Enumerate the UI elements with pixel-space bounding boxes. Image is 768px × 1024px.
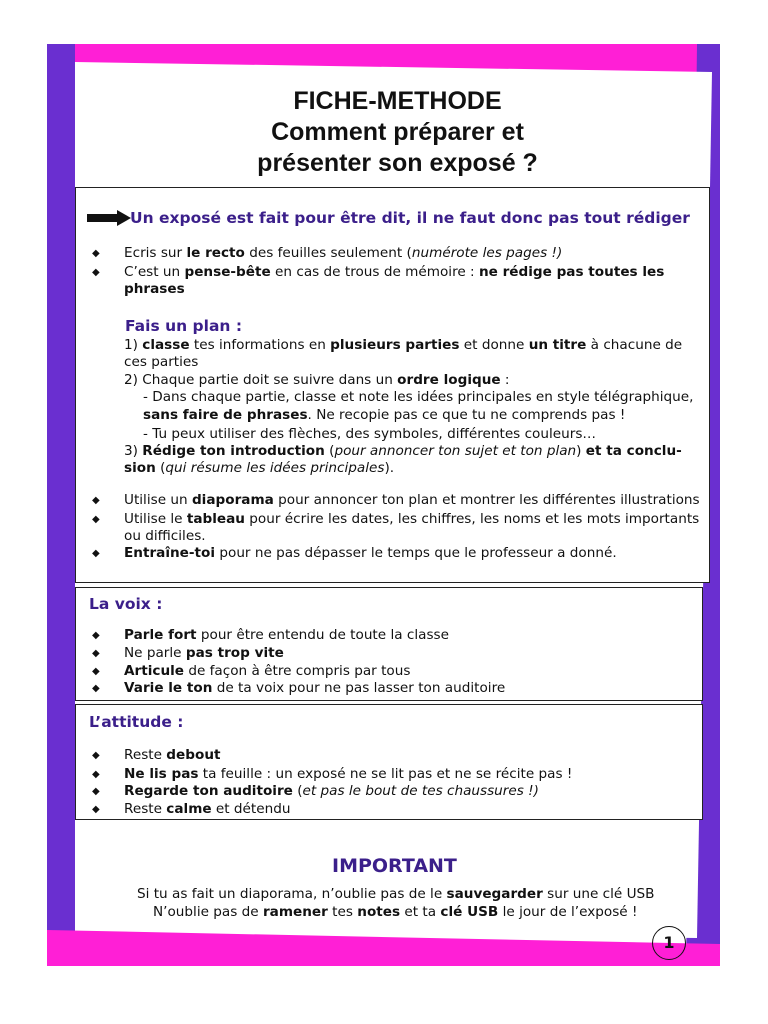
bullet-icon: ◆	[92, 548, 100, 559]
list-item: Utilise un diaporama pour annoncer ton plan et montrer les différentes illustrations	[124, 492, 700, 508]
section-headline: Un exposé est fait pour être dit, il ne faut donc pas tout rédiger	[130, 209, 690, 227]
plan-line: 3) Rédige ton introduction (pour annoncer ton sujet et ton plan) et ta conclu-	[124, 443, 682, 459]
page-title	[120, 86, 675, 179]
bullet-icon: ◆	[92, 666, 100, 677]
list-item: Reste debout	[124, 747, 221, 763]
list-item-continuation: ou difficiles.	[124, 528, 206, 544]
plan-line: 2) Chaque partie doit se suivre dans un ordre logique :	[124, 372, 510, 388]
bullet-icon: ◆	[92, 648, 100, 659]
list-item: Parle fort pour être entendu de toute la classe	[124, 627, 449, 643]
list-item-continuation: phrases	[124, 281, 185, 297]
attitude-heading: L’attitude :	[89, 713, 184, 731]
plan-line: ces parties	[124, 354, 199, 370]
attitude-section-box	[75, 704, 703, 820]
voice-heading: La voix :	[89, 595, 163, 613]
important-heading: IMPORTANT	[332, 855, 457, 877]
title-line-2: Comment préparer et	[271, 118, 524, 146]
title-line-1: FICHE-METHODE	[293, 87, 502, 115]
bullet-icon: ◆	[92, 683, 100, 694]
frame-left-band	[47, 44, 75, 966]
voice-section-box	[75, 587, 703, 701]
list-item: Ne lis pas ta feuille : un exposé ne se lit pas et ne se récite pas !	[124, 766, 573, 782]
list-item: Utilise le tableau pour écrire les dates, les chiffres, les noms et les mots importants	[124, 511, 700, 527]
bullet-icon: ◆	[92, 630, 100, 641]
bullet-icon: ◆	[92, 769, 100, 780]
plan-line: sans faire de phrases. Ne recopie pas ce que tu ne comprends pas !	[143, 407, 626, 423]
plan-line: sion (qui résume les idées principales).	[124, 460, 395, 476]
plan-line: 1) classe tes informations en plusieurs parties et donne un titre à chacune de	[124, 337, 683, 353]
bullet-icon: ◆	[92, 248, 100, 259]
page-number: 1	[652, 926, 686, 960]
right-arrow-icon	[87, 210, 131, 226]
plan-heading: Fais un plan :	[125, 317, 243, 335]
list-item: Articule de façon à être compris par tous	[124, 663, 411, 679]
bullet-icon: ◆	[92, 804, 100, 815]
list-item: Varie le ton de ta voix pour ne pas lasser ton auditoire	[124, 680, 506, 696]
bullet-icon: ◆	[92, 267, 100, 278]
list-item: Ecris sur le recto des feuilles seulement (numérote les pages !)	[124, 245, 563, 261]
bullet-icon: ◆	[92, 750, 100, 761]
plan-line: - Tu peux utiliser des flèches, des symboles, différentes couleurs…	[143, 426, 597, 442]
list-item: Entraîne-toi pour ne pas dépasser le temps que le professeur a donné.	[124, 545, 617, 561]
plan-line: - Dans chaque partie, classe et note les idées principales en style télégraphique,	[143, 389, 694, 405]
title-line-3: présenter son exposé ?	[257, 149, 538, 177]
main-section-box	[75, 187, 710, 583]
bullet-icon: ◆	[92, 786, 100, 797]
list-item: Reste calme et détendu	[124, 801, 291, 817]
bullet-icon: ◆	[92, 514, 100, 525]
important-line: N’oublie pas de ramener tes notes et ta clé USB le jour de l’exposé !	[153, 904, 638, 920]
important-line: Si tu as fait un diaporama, n’oublie pas de le sauvegarder sur une clé USB	[137, 886, 655, 902]
list-item: Ne parle pas trop vite	[124, 645, 284, 661]
list-item: Regarde ton auditoire (et pas le bout de tes chaussures !)	[124, 783, 539, 799]
list-item: C’est un pense-bête en cas de trous de mémoire : ne rédige pas toutes les	[124, 264, 665, 280]
bullet-icon: ◆	[92, 495, 100, 506]
